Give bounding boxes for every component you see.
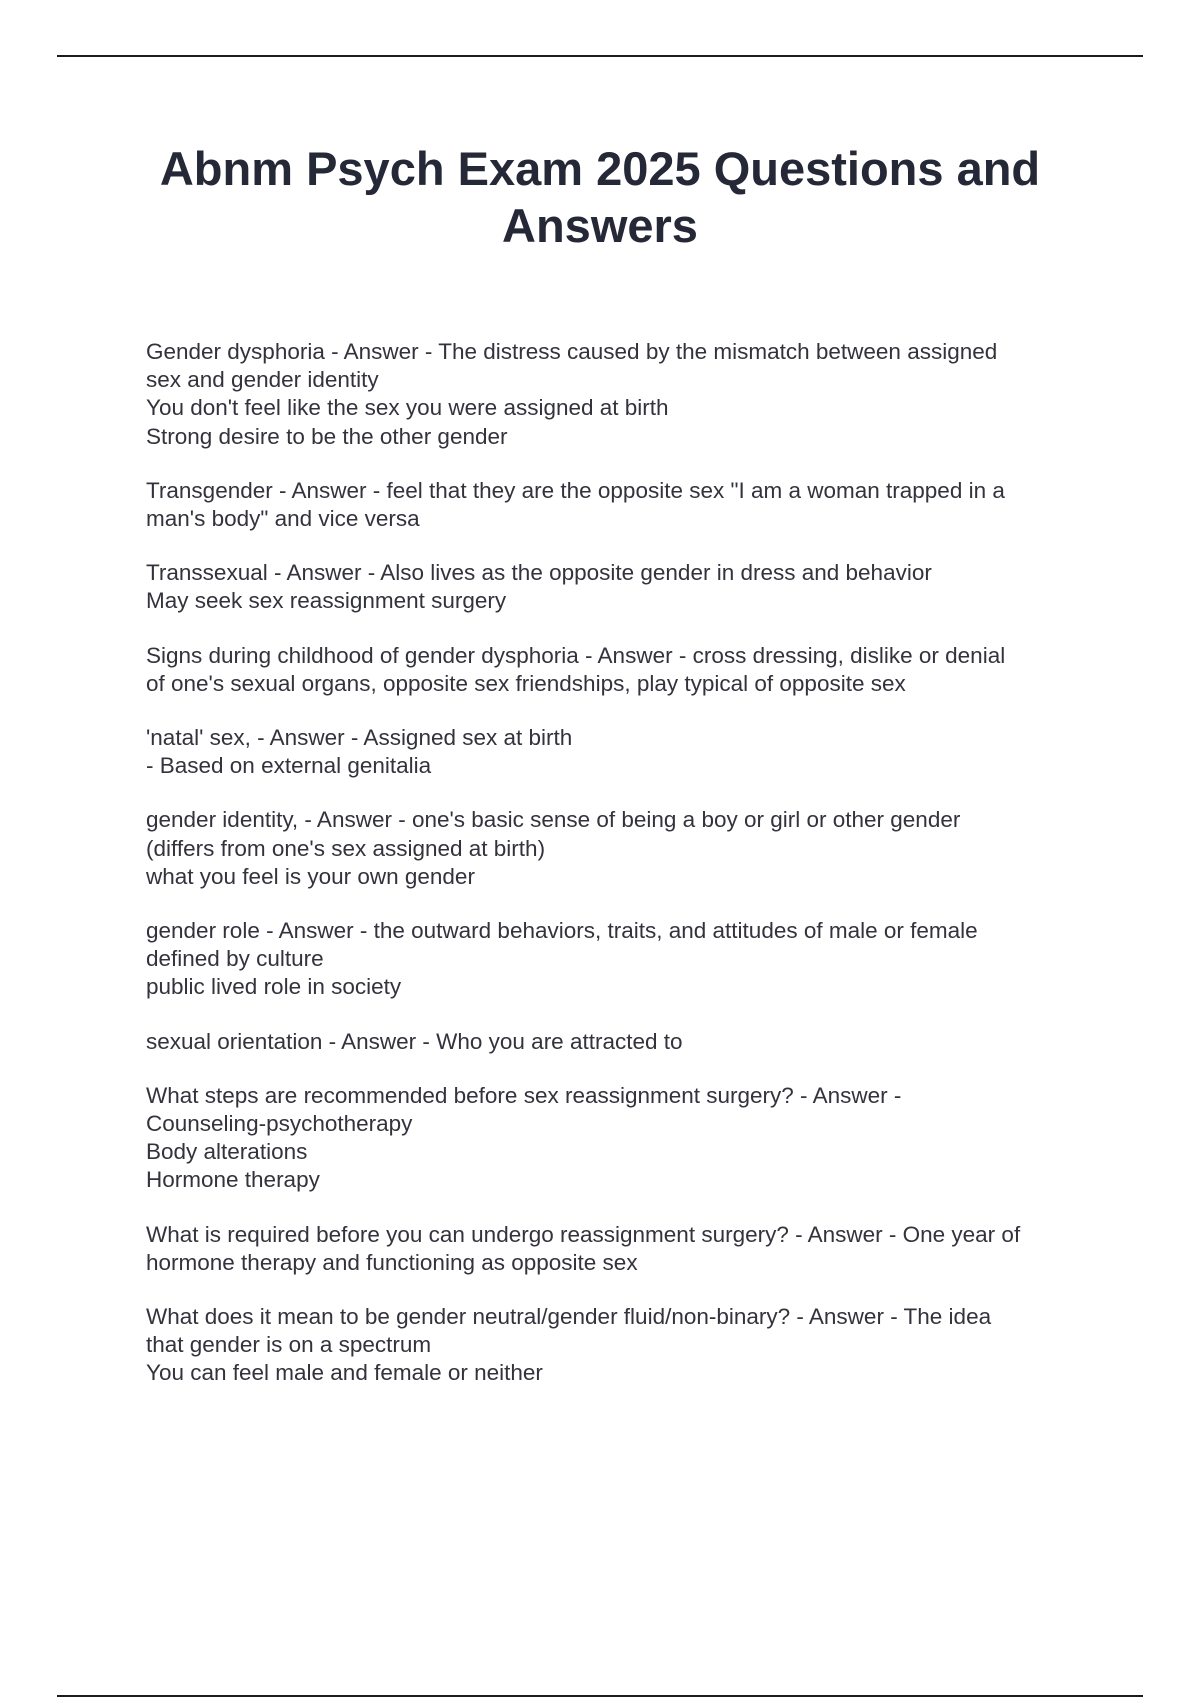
- document-title: [100, 140, 1100, 254]
- qa-list: [146, 338, 1096, 1414]
- qa-entry-gender-identity: [146, 806, 1096, 891]
- qa-entry-natal-sex: [146, 724, 1096, 780]
- qa-line: sexual orientation - Answer - Who you are attracted to: [146, 1028, 683, 1054]
- qa-line: gender identity, - Answer - one's basic sense of being a boy or girl or other gender: [146, 807, 961, 833]
- qa-line: (differs from one's sex assigned at birth): [146, 835, 546, 861]
- qa-entry-gender-role: [146, 917, 1096, 1002]
- qa-line: sex and gender identity: [146, 367, 379, 393]
- qa-line: Counseling-psychotherapy: [146, 1111, 413, 1137]
- qa-line: what you feel is your own gender: [146, 863, 475, 889]
- title-line: Answers: [502, 199, 698, 252]
- qa-line: Transsexual - Answer - Also lives as the opposite gender in dress and behavior: [146, 560, 932, 586]
- qa-line: May seek sex reassignment surgery: [146, 588, 507, 614]
- qa-line: that gender is on a spectrum: [146, 1332, 432, 1358]
- qa-entry-gender-dysphoria: [146, 338, 1096, 451]
- qa-line: What is required before you can undergo reassignment surgery? - Answer - One year of: [146, 1221, 1021, 1247]
- qa-line: What steps are recommended before sex reassignment surgery? - Answer -: [146, 1082, 902, 1108]
- qa-line: Body alterations: [146, 1139, 308, 1165]
- qa-entry-sexual-orientation: [146, 1028, 1096, 1056]
- qa-line: Strong desire to be the other gender: [146, 423, 508, 449]
- qa-line: Hormone therapy: [146, 1167, 320, 1193]
- qa-line: What does it mean to be gender neutral/gender fluid/non-binary? - Answer - The idea: [146, 1304, 992, 1330]
- qa-line: of one's sexual organs, opposite sex friendships, play typical of opposite sex: [146, 670, 906, 696]
- qa-line: You don't feel like the sex you were assigned at birth: [146, 395, 669, 421]
- qa-line: man's body" and vice versa: [146, 506, 420, 532]
- qa-line: hormone therapy and functioning as opposite sex: [146, 1249, 638, 1275]
- qa-entry-transgender: [146, 477, 1096, 533]
- top-divider: [57, 55, 1143, 57]
- qa-line: - Based on external genitalia: [146, 753, 432, 779]
- qa-entry-required-before-surgery: [146, 1221, 1096, 1277]
- qa-entry-gender-neutral: [146, 1303, 1096, 1388]
- qa-line: You can feel male and female or neither: [146, 1360, 543, 1386]
- qa-entry-childhood-signs: [146, 642, 1096, 698]
- bottom-divider: [57, 1695, 1143, 1697]
- qa-entry-steps-before-surgery: [146, 1082, 1096, 1195]
- qa-line: public lived role in society: [146, 974, 402, 1000]
- qa-line: Gender dysphoria - Answer - The distress caused by the mismatch between assigned: [146, 339, 998, 364]
- qa-line: defined by culture: [146, 946, 324, 972]
- qa-line: Transgender - Answer - feel that they are the opposite sex "I am a woman trapped in a: [146, 477, 1005, 503]
- qa-line: Signs during childhood of gender dysphoria - Answer - cross dressing, dislike or denial: [146, 642, 1006, 668]
- title-line: Abnm Psych Exam 2025 Questions and: [159, 142, 1041, 195]
- qa-line: gender role - Answer - the outward behaviors, traits, and attitudes of male or female: [146, 918, 978, 944]
- qa-line: 'natal' sex, - Answer - Assigned sex at birth: [146, 725, 573, 751]
- qa-entry-transsexual: [146, 559, 1096, 615]
